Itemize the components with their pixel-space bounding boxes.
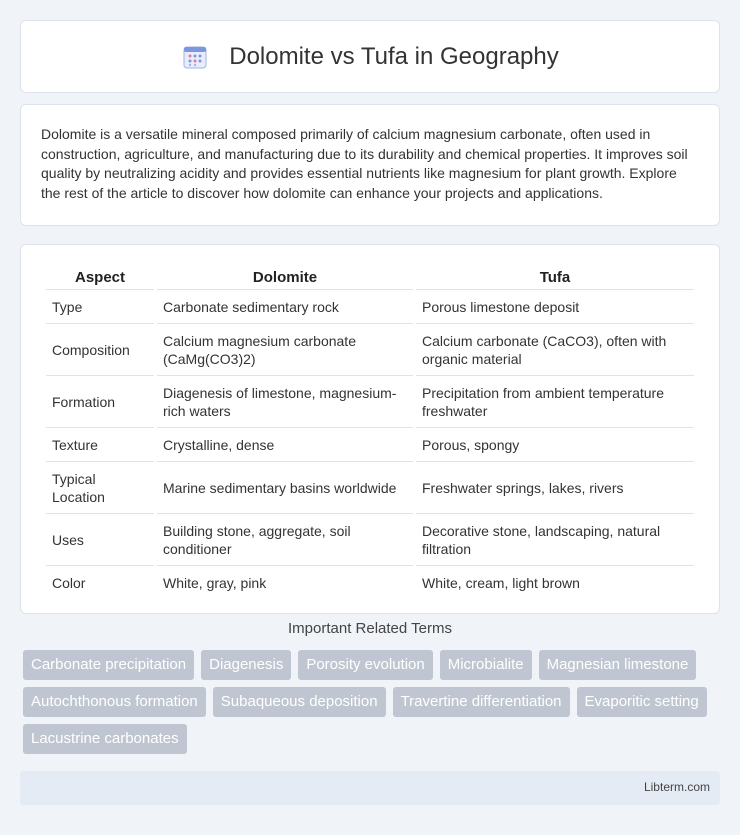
cell-tufa: Freshwater springs, lakes, rivers <box>416 462 694 514</box>
table-row <box>46 428 694 462</box>
cell-dolomite: Calcium magnesium carbonate (CaMg(CO3)2) <box>157 324 413 376</box>
comparison-card <box>20 244 720 614</box>
cell-aspect: Type <box>46 290 154 324</box>
related-terms-section <box>0 620 740 754</box>
page-title: Dolomite vs Tufa in Geography <box>229 42 559 70</box>
intro-card <box>20 104 720 226</box>
related-term-tag[interactable]: Carbonate precipitation <box>23 650 194 680</box>
header-aspect: Aspect <box>46 265 154 290</box>
cell-dolomite: White, gray, pink <box>163 575 267 591</box>
cell-tufa: White, cream, light brown <box>422 575 580 591</box>
related-term-tag[interactable]: Magnesian limestone <box>539 650 697 680</box>
comparison-table <box>43 265 697 599</box>
header <box>0 20 740 93</box>
related-terms-title: Important Related Terms <box>288 620 452 637</box>
cell-aspect: Typical Location <box>46 462 154 514</box>
intro-section <box>0 104 740 226</box>
cell-aspect: Formation <box>46 376 154 428</box>
header-card <box>20 20 720 93</box>
cell-tufa: Calcium carbonate (CaCO3), often with organic material <box>416 324 694 376</box>
table-row <box>46 324 694 376</box>
cell-dolomite: Carbonate sedimentary rock <box>157 290 413 324</box>
cell-tufa: Porous limestone deposit <box>416 290 694 324</box>
cell-dolomite: Crystalline, dense <box>157 428 413 462</box>
cell-aspect: Color <box>52 575 86 591</box>
table-row <box>46 376 694 428</box>
intro-paragraph: Dolomite is a versatile mineral composed primarily of calcium magnesium carbonate, often used in construction, agriculture, and manufacturing due to its durability and chemical properties. It improves soil quality by neutralizing acidity and provides essential nutrients like magnesium for plant growth. Explore the rest of the article to discover how dolomite can enhance your projects and applications. <box>41 126 688 201</box>
header-dolomite: Dolomite <box>157 265 413 290</box>
related-term-tag[interactable]: Subaqueous deposition <box>213 687 386 717</box>
cell-tufa: Precipitation from ambient temperature freshwater <box>416 376 694 428</box>
related-term-tag[interactable]: Microbialite <box>440 650 532 680</box>
cell-dolomite: Building stone, aggregate, soil conditioner <box>157 514 413 566</box>
calendar-grid-icon <box>181 43 209 71</box>
related-term-tag[interactable]: Diagenesis <box>201 650 291 680</box>
related-term-tag[interactable]: Lacustrine carbonates <box>23 724 187 754</box>
cell-dolomite: Marine sedimentary basins worldwide <box>157 462 413 514</box>
cell-tufa: Decorative stone, landscaping, natural filtration <box>416 514 694 566</box>
related-term-tag[interactable]: Porosity evolution <box>298 650 432 680</box>
footer-site-link[interactable]: Libterm.com <box>643 780 710 794</box>
table-row <box>46 514 694 566</box>
comparison-section <box>0 244 740 614</box>
related-term-tag[interactable]: Autochthonous formation <box>23 687 206 717</box>
cell-tufa: Porous, spongy <box>416 428 694 462</box>
related-terms-list <box>0 650 740 754</box>
footer <box>20 771 720 805</box>
cell-aspect: Uses <box>46 514 154 566</box>
table-row <box>46 462 694 514</box>
table-row <box>46 566 694 599</box>
table-row <box>46 290 694 324</box>
cell-aspect: Composition <box>46 324 154 376</box>
cell-dolomite: Diagenesis of limestone, magnesium-rich waters <box>157 376 413 428</box>
related-term-tag[interactable]: Travertine differentiation <box>393 687 570 717</box>
header-tufa: Tufa <box>416 265 694 290</box>
table-header-row <box>46 265 694 290</box>
related-term-tag[interactable]: Evaporitic setting <box>577 687 707 717</box>
cell-aspect: Texture <box>46 428 154 462</box>
